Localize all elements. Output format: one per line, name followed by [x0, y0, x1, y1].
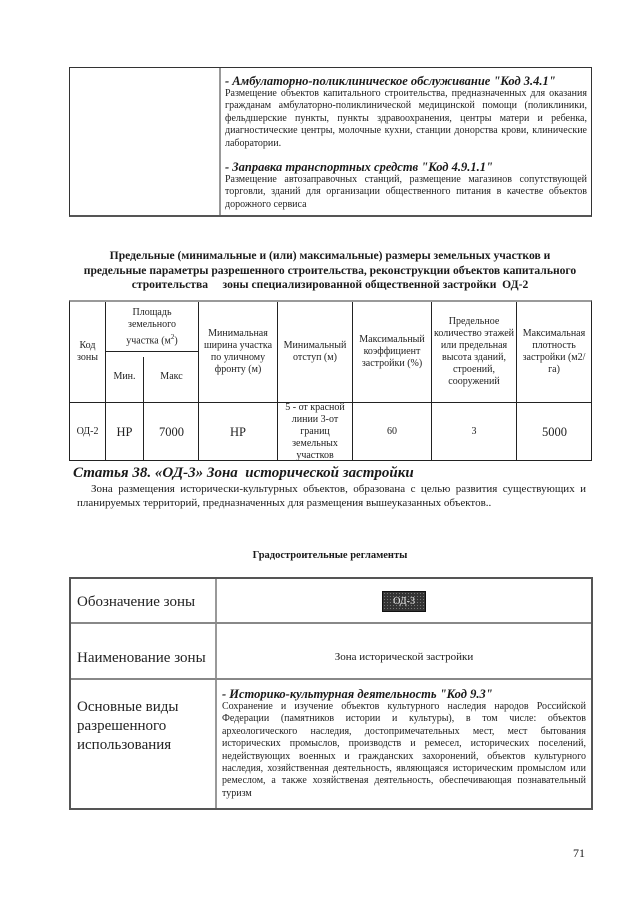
zone-code-badge: ОД-3 — [382, 591, 426, 612]
article-title: Статья 38. «ОД-3» Зона исторической застройки — [73, 465, 414, 481]
cell-min-width: НР — [230, 425, 246, 439]
cell-area-min: НР — [116, 425, 133, 439]
label-permitted-uses: Основные виды разрешенного использования — [77, 699, 179, 753]
label-zone-designation: Обозначение зоны — [77, 594, 196, 610]
use-title: - Историко-культурная деятельность "Код 9.3" — [222, 687, 493, 701]
use-description: Размещение автозаправочных станций, размещение магазинов сопутствующей торговли, зданий для организации общественного питания в качестве объектов дорожного сервиса — [225, 174, 587, 210]
cell-min-setback: 5 - от красной линии 3-от границ земельных участков — [285, 402, 345, 461]
value-zone-designation — [221, 591, 587, 612]
zone-regulations-table — [69, 577, 593, 810]
header-max-coefficient: Максимальный коэффициент застройки (%) — [359, 334, 425, 369]
heading-line: строительства зоны специализированной общественной застройки ОД-2 — [131, 278, 529, 291]
header-area-min: Мин. — [113, 371, 136, 382]
permitted-uses-table-continued — [69, 67, 592, 217]
cell-zone-code: ОД-2 — [76, 426, 99, 437]
parameters-heading — [60, 249, 600, 293]
header-max-density: Максимальная плотность застройки (м2/га) — [522, 328, 586, 375]
header-min-width: Минимальная ширина участка по уличному фронту (м) — [203, 328, 273, 375]
parameters-table — [69, 300, 592, 461]
use-title: - Амбулаторно-поликлиническое обслуживание "Код 3.4.1" — [225, 74, 556, 88]
header-zone-code: Код зоны — [77, 340, 98, 363]
use-description: Размещение объектов капитального строительства, предназначенных для оказания гражданам амбулаторно-поликлинической медицинской помощи (поликлиники, фельдшерские пункты, пункты здравоохранения, центры матери и ребенка, диагностические центры, молочные кухни, станции донорства крови, клинические лаборатории. — [225, 88, 587, 149]
value-permitted-uses — [222, 687, 586, 800]
header-area-max: Макс — [160, 371, 183, 382]
page-number: 71 — [573, 846, 585, 860]
cell-max-coefficient: 60 — [387, 426, 397, 437]
uses-cell — [225, 74, 587, 211]
cell-area-max: 7000 — [159, 425, 184, 439]
header-max-floors: Предельное количество этажей или предельная высота зданий, строений, сооружений — [433, 316, 515, 387]
cell-max-floors: 3 — [471, 426, 477, 437]
header-min-setback: Минимальный отступ (м) — [283, 340, 347, 363]
article-text: Зона размещения исторически-культурных объектов, образована с целью развития существующих и планируемых территорий, предназначенных для размещения вышеуказанных объектов.. — [77, 483, 586, 509]
label-zone-name: Наименование зоны — [77, 650, 206, 666]
use-title: - Заправка транспортных средств "Код 4.9.1.1" — [225, 160, 493, 175]
use-description: Сохранение и изучение объектов культурного наследия народов Российской Федерации (памятников истории и культуры), в том числе: объектов археологического наследия, достопримечательных мест, мест бытования исторических промыслов, производств и ремесел, исторических поселений, недействующих военных и гражданских захоронений, объектов культурного наследия, хозяйственная деятельность, являющаяся историческим промыслом или ремеслом, а также хозяйственая деятельность, обеспечивающая познавательный туризм — [222, 701, 586, 799]
column-divider — [219, 68, 221, 215]
heading-line: Предельные (минимальные и (или) максимальные) размеры земельных участков и — [109, 249, 551, 262]
column-divider — [215, 579, 217, 808]
cell-max-density: 5000 — [542, 425, 567, 439]
header-area: Площадь земельного участка $(м^2)$ — [126, 307, 178, 347]
heading-line: предельные параметры разрешенного строительства, реконструкции объектов капитального — [83, 263, 577, 277]
regulations-heading: Градостроительные регламенты — [252, 550, 408, 561]
value-zone-name: Зона исторической застройки — [334, 651, 474, 663]
